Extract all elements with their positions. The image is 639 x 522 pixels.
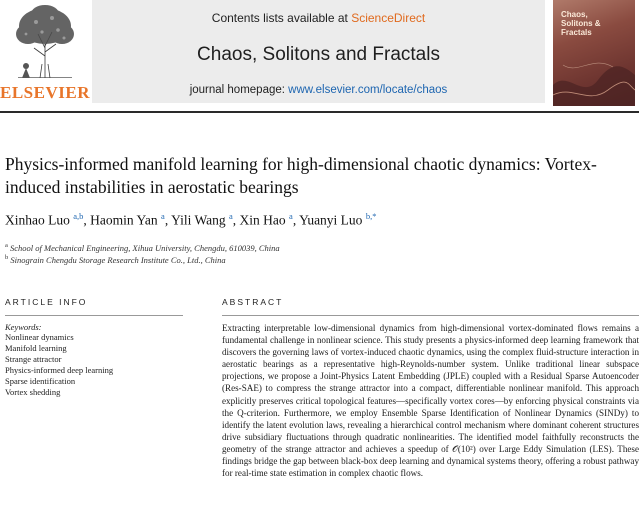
- cover-title: Chaos, Solitons & Fractals: [561, 10, 601, 37]
- article-info-section: [5, 297, 185, 398]
- author-affiliation-marker[interactable]: a: [289, 211, 293, 221]
- affiliation-marker: a: [5, 242, 8, 249]
- keyword-item: Manifold learning: [5, 343, 67, 353]
- author-name[interactable]: Xinhao Luo: [5, 212, 70, 228]
- keyword-item: Vortex shedding: [5, 387, 61, 397]
- homepage-link[interactable]: www.elsevier.com/locate/chaos: [288, 84, 448, 96]
- abstract-text: Extracting interpretable low-dimensional dynamics from high-dimensional vortex-dominated flows remains a fundamental challenge in nonlinear science. This study presents a physics-informed deep learning framework that discovers the governing laws of vortex-induced chaotic dynamics, using the complex fluid-structure interaction in aerostatic bearings as a representative high-Reynolds-number system. Unlike traditional linear subspace projections, we propose a Joint-Physics Latent Embedding (JPLE) coupled with a Residual Sparse Autoencoder (Res-SAE) to compress the strange attractor into a compact, differentiable nonlinear manifold. This approach explicitly preserves critical topological features—specifically vortex cores—by enforcing physical constraints via the Q-criterion. Furthermore, we employ Ensemble Sparse Identification of Nonlinear Dynamics (SINDy) to identify the latent evolution laws, revealing a hierarchical control mechanism where dominant coherent structures drive subsidiary fluctuations through quadratic nonlinearities. The identified model faithfully reconstructs the geometry of the strange attractor and achieves a speedup of 𝒪(10²) over Large Eddy Simulation (LES). These findings bridge the gap between black-box deep learning and dynamical systems theory, offering a robust pathway for real-time state estimation in complex chaotic flows.: [222, 323, 639, 479]
- contents-line: [92, 11, 545, 25]
- keyword-item: Physics-informed deep learning: [5, 365, 114, 375]
- keyword-item: Sparse identification: [5, 376, 76, 386]
- author-affiliation-marker[interactable]: a: [161, 211, 165, 221]
- journal-cover-image[interactable]: [553, 0, 635, 106]
- homepage-prefix: journal homepage:: [189, 84, 289, 96]
- article-title: Physics-informed manifold learning for high-dimensional chaotic dynamics: Vortex-induced instabilities in aerostatic bearings: [5, 154, 597, 197]
- affiliation: [5, 254, 605, 265]
- author-name[interactable]: Yili Wang: [171, 212, 226, 228]
- journal-title[interactable]: Chaos, Solitons and Fractals: [197, 44, 440, 65]
- affiliation-text: School of Mechanical Engineering, Xihua University, Chengdu, 610039, China: [10, 242, 280, 253]
- article-info-heading: ARTICLE INFO: [5, 297, 88, 307]
- abstract-section: [222, 297, 639, 479]
- author-affiliation-marker[interactable]: a: [229, 211, 233, 221]
- abstract-divider: [222, 315, 639, 316]
- author-affiliation-marker[interactable]: b,*: [365, 211, 377, 221]
- author-list: Xinhao Luo $^{a,b}$, Haomin Yan $^a$, Yili Wang $^a$, Xin Hao $^a$, Yuanyi Luo $^{b,*}$: [5, 211, 377, 228]
- keywords-label: Keywords:: [5, 322, 42, 332]
- author-name[interactable]: Yuanyi Luo: [299, 212, 363, 228]
- author-name[interactable]: Xin Hao: [239, 212, 286, 228]
- elsevier-tree-icon: [12, 4, 78, 78]
- journal-banner: [92, 0, 545, 103]
- author-affiliation-marker[interactable]: a,b: [73, 211, 84, 221]
- keyword-item: Strange attractor: [5, 354, 62, 364]
- affiliation-text: Sinograin Chengdu Storage Research Institute Co., Ltd., China: [10, 254, 226, 265]
- sciencedirect-link[interactable]: ScienceDirect: [351, 11, 426, 25]
- contents-prefix: Contents lists available at: [211, 11, 352, 25]
- affiliation: [5, 242, 605, 253]
- affiliation-marker: b: [5, 254, 9, 261]
- cover-fractal-art: [553, 45, 635, 106]
- header-rule: [0, 111, 639, 113]
- elsevier-logo[interactable]: [0, 0, 90, 106]
- article-info-divider: [5, 315, 183, 316]
- publisher-name: ELSEVIER: [0, 83, 90, 102]
- author-name[interactable]: Haomin Yan: [90, 212, 158, 228]
- homepage-line: [92, 84, 545, 96]
- keyword-item: Nonlinear dynamics: [5, 332, 74, 342]
- abstract-heading: ABSTRACT: [222, 297, 284, 307]
